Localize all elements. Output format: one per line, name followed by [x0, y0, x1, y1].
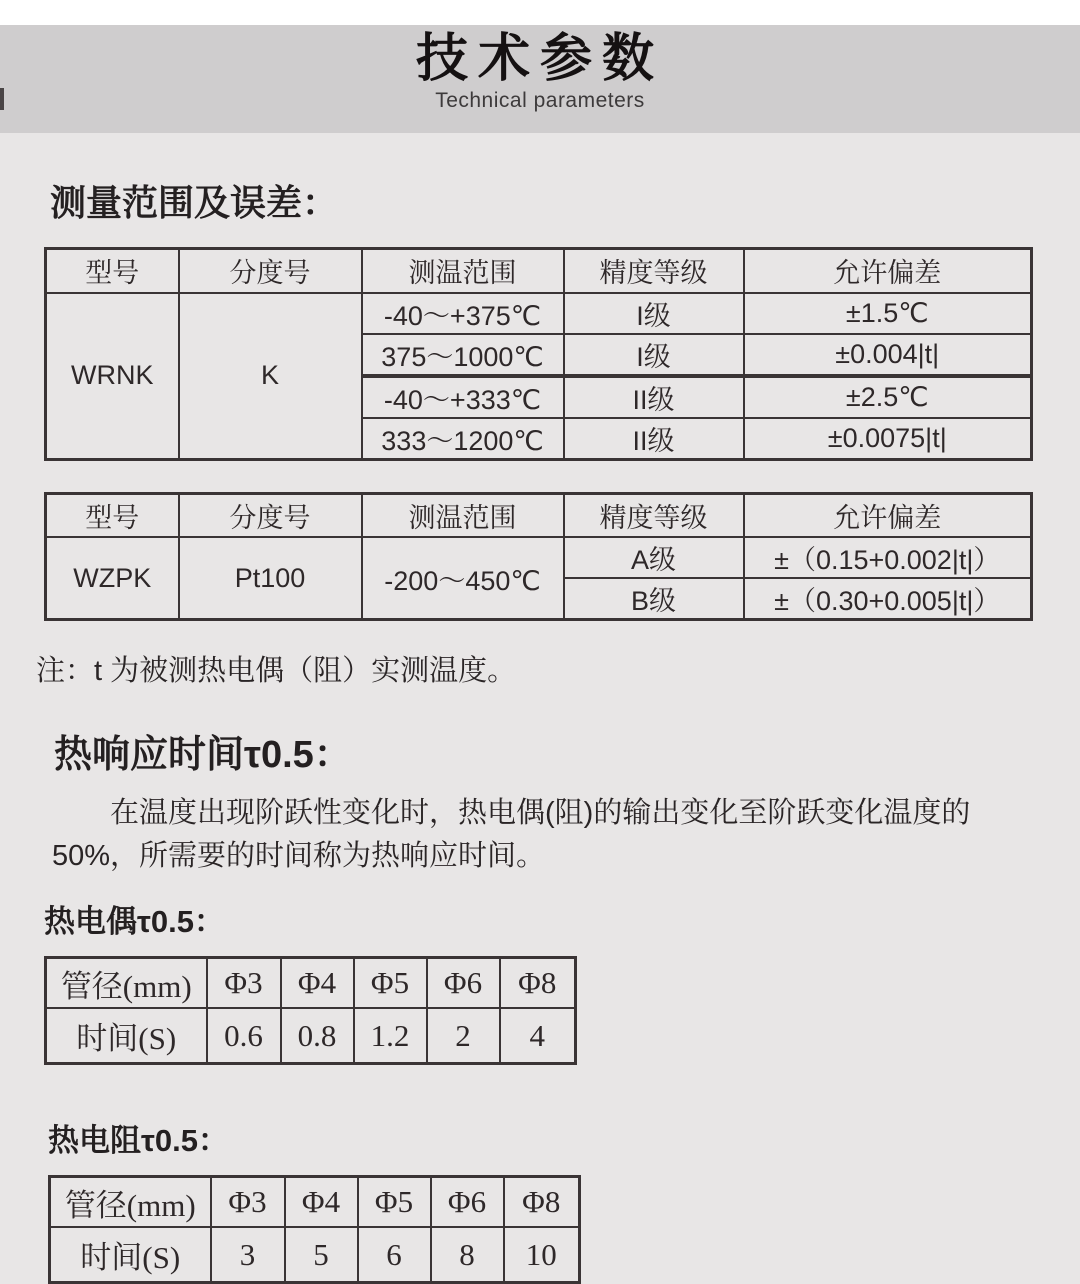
range-cell: 375～1000℃	[362, 334, 564, 376]
time-cell: 0.6	[207, 1008, 281, 1063]
time-cell: 10	[504, 1227, 580, 1282]
range-cell: -40～+333℃	[362, 376, 564, 418]
model-cell: WZPK	[46, 537, 179, 620]
diameter-cell: Φ3	[211, 1176, 285, 1227]
model-cell: WRNK	[46, 293, 179, 460]
thermocouple-subtitle: 热电偶τ0.5：	[44, 903, 225, 939]
time-cell: 6	[358, 1227, 431, 1282]
graduation-cell: K	[179, 293, 362, 460]
time-cell: 0.8	[281, 1008, 354, 1063]
table-header-row	[46, 493, 1032, 537]
table-row	[46, 293, 1032, 334]
time-cell: 4	[500, 1008, 576, 1063]
deviation-cell: ±（0.15+0.002|t|）	[744, 537, 1032, 578]
col-header-model: 型号	[46, 249, 179, 293]
deviation-cell: ±1.5℃	[744, 293, 1032, 334]
diameter-label-cell: 管径(mm)	[46, 957, 207, 1008]
grade-cell: II级	[564, 418, 744, 460]
diameter-cell: Φ5	[354, 957, 427, 1008]
col-header-graduation: 分度号	[179, 249, 362, 293]
deviation-cell: ±2.5℃	[744, 376, 1032, 418]
table-header-row	[46, 957, 576, 1008]
col-header-graduation: 分度号	[179, 493, 362, 537]
time-label-cell: 时间(S)	[46, 1008, 207, 1063]
grade-cell: A级	[564, 537, 744, 578]
range-cell: -40～+375℃	[362, 293, 564, 334]
footnote: 注：t 为被测热电偶（阻）实测温度。	[36, 655, 517, 687]
response-paragraph: 在温度出现阶跃性变化时，热电偶(阻)的输出变化至阶跃变化温度的50%，所需要的时间称为热响应时间。	[52, 797, 971, 872]
wrnk-spec-table	[44, 247, 1033, 461]
table-header-row	[46, 249, 1032, 293]
grade-cell: II级	[564, 376, 744, 418]
rtd-time-table	[48, 1175, 581, 1284]
table-row	[46, 1008, 576, 1063]
diameter-cell: Φ8	[504, 1176, 580, 1227]
thermocouple-time-table	[44, 956, 577, 1065]
diameter-cell: Φ3	[207, 957, 281, 1008]
deviation-cell: ±（0.30+0.005|t|）	[744, 578, 1032, 620]
col-header-grade: 精度等级	[564, 493, 744, 537]
diameter-cell: Φ6	[427, 957, 500, 1008]
page-subtitle: Technical parameters	[435, 89, 645, 113]
time-cell: 3	[211, 1227, 285, 1282]
deviation-cell: ±0.004|t|	[744, 334, 1032, 376]
time-cell: 2	[427, 1008, 500, 1063]
diameter-cell: Φ8	[500, 957, 576, 1008]
deviation-cell: ±0.0075|t|	[744, 418, 1032, 460]
grade-cell: I级	[564, 293, 744, 334]
time-cell: 5	[285, 1227, 358, 1282]
rtd-subtitle: 热电阻τ0.5：	[48, 1122, 229, 1158]
col-header-range: 测温范围	[362, 249, 564, 293]
time-label-cell: 时间(S)	[50, 1227, 211, 1282]
graduation-cell: Pt100	[179, 537, 362, 620]
diameter-cell: Φ5	[358, 1176, 431, 1227]
time-cell: 8	[431, 1227, 504, 1282]
range-cell: 333～1200℃	[362, 418, 564, 460]
range-cell: -200～450℃	[362, 537, 564, 620]
diameter-cell: Φ4	[281, 957, 354, 1008]
table-row	[46, 537, 1032, 578]
header-banner	[0, 25, 1080, 133]
table-header-row	[50, 1176, 580, 1227]
col-header-deviation: 允许偏差	[744, 493, 1032, 537]
diameter-label-cell: 管径(mm)	[50, 1176, 211, 1227]
time-cell: 1.2	[354, 1008, 427, 1063]
left-edge-mark	[0, 88, 4, 110]
top-white-strip	[0, 0, 1080, 25]
range-section-title: 测量范围及误差：	[50, 182, 339, 223]
col-header-grade: 精度等级	[564, 249, 744, 293]
col-header-deviation: 允许偏差	[744, 249, 1032, 293]
response-section-title: 热响应时间τ0.5：	[54, 734, 352, 776]
table-row	[50, 1227, 580, 1282]
diameter-cell: Φ4	[285, 1176, 358, 1227]
grade-cell: I级	[564, 334, 744, 376]
diameter-cell: Φ6	[431, 1176, 504, 1227]
page-title: 技术参数	[415, 30, 664, 88]
wzpk-spec-table	[44, 492, 1033, 622]
grade-cell: B级	[564, 578, 744, 620]
col-header-model: 型号	[46, 493, 179, 537]
col-header-range: 测温范围	[362, 493, 564, 537]
